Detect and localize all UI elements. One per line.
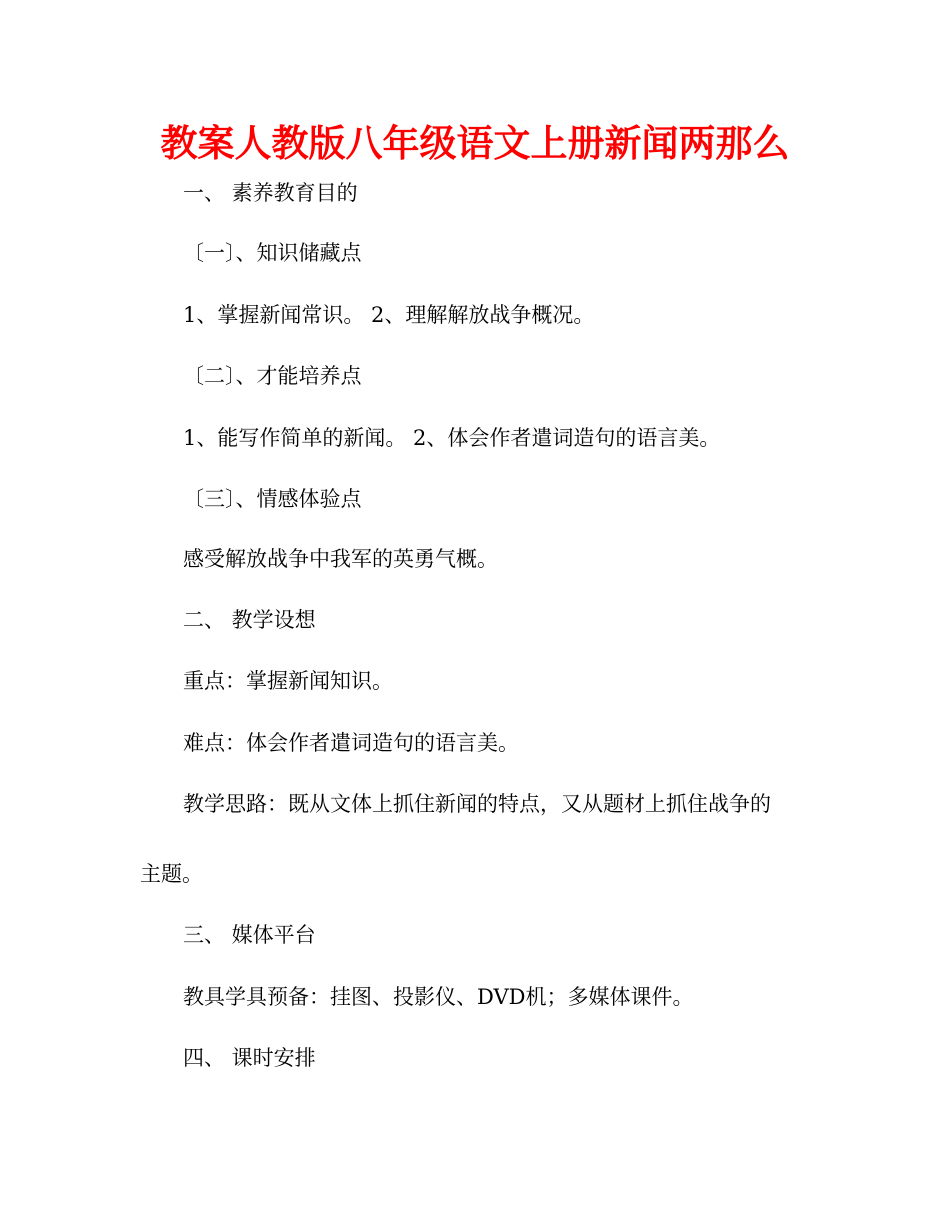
subsection-knowledge: 〔一〕、知识储藏点 (183, 241, 362, 265)
section-heading-media: 三、 媒体平台 (183, 923, 316, 947)
paragraph-teaching-idea: 教学思路：既从文体上抓住新闻的特点，又从题材上抓住战争的 (183, 792, 771, 816)
paragraph-ability-items: 1、能写作简单的新闻。 2、体会作者遣词造句的语言美。 (183, 426, 721, 450)
document-title: 教案人教版八年级语文上册新闻两那么 (160, 122, 790, 165)
section-heading-goals: 一、 素养教育目的 (183, 181, 358, 205)
section-heading-design: 二、 教学设想 (183, 608, 316, 632)
paragraph-knowledge-items: 1、掌握新闻常识。 2、理解解放战争概况。 (183, 303, 595, 327)
paragraph-difficulty: 难点：体会作者遣词造句的语言美。 (183, 731, 519, 755)
section-heading-schedule: 四、 课时安排 (183, 1046, 316, 1070)
subsection-ability: 〔二〕、才能培养点 (183, 364, 362, 388)
paragraph-key-point: 重点：掌握新闻知识。 (183, 669, 393, 693)
paragraph-emotion: 感受解放战争中我军的英勇气概。 (183, 547, 498, 571)
paragraph-teaching-aids: 教具学具预备：挂图、投影仪、DVD机；多媒体课件。 (183, 985, 694, 1009)
subsection-emotion: 〔三〕、情感体验点 (183, 487, 362, 511)
paragraph-teaching-idea-continued: 主题。 (140, 862, 203, 886)
